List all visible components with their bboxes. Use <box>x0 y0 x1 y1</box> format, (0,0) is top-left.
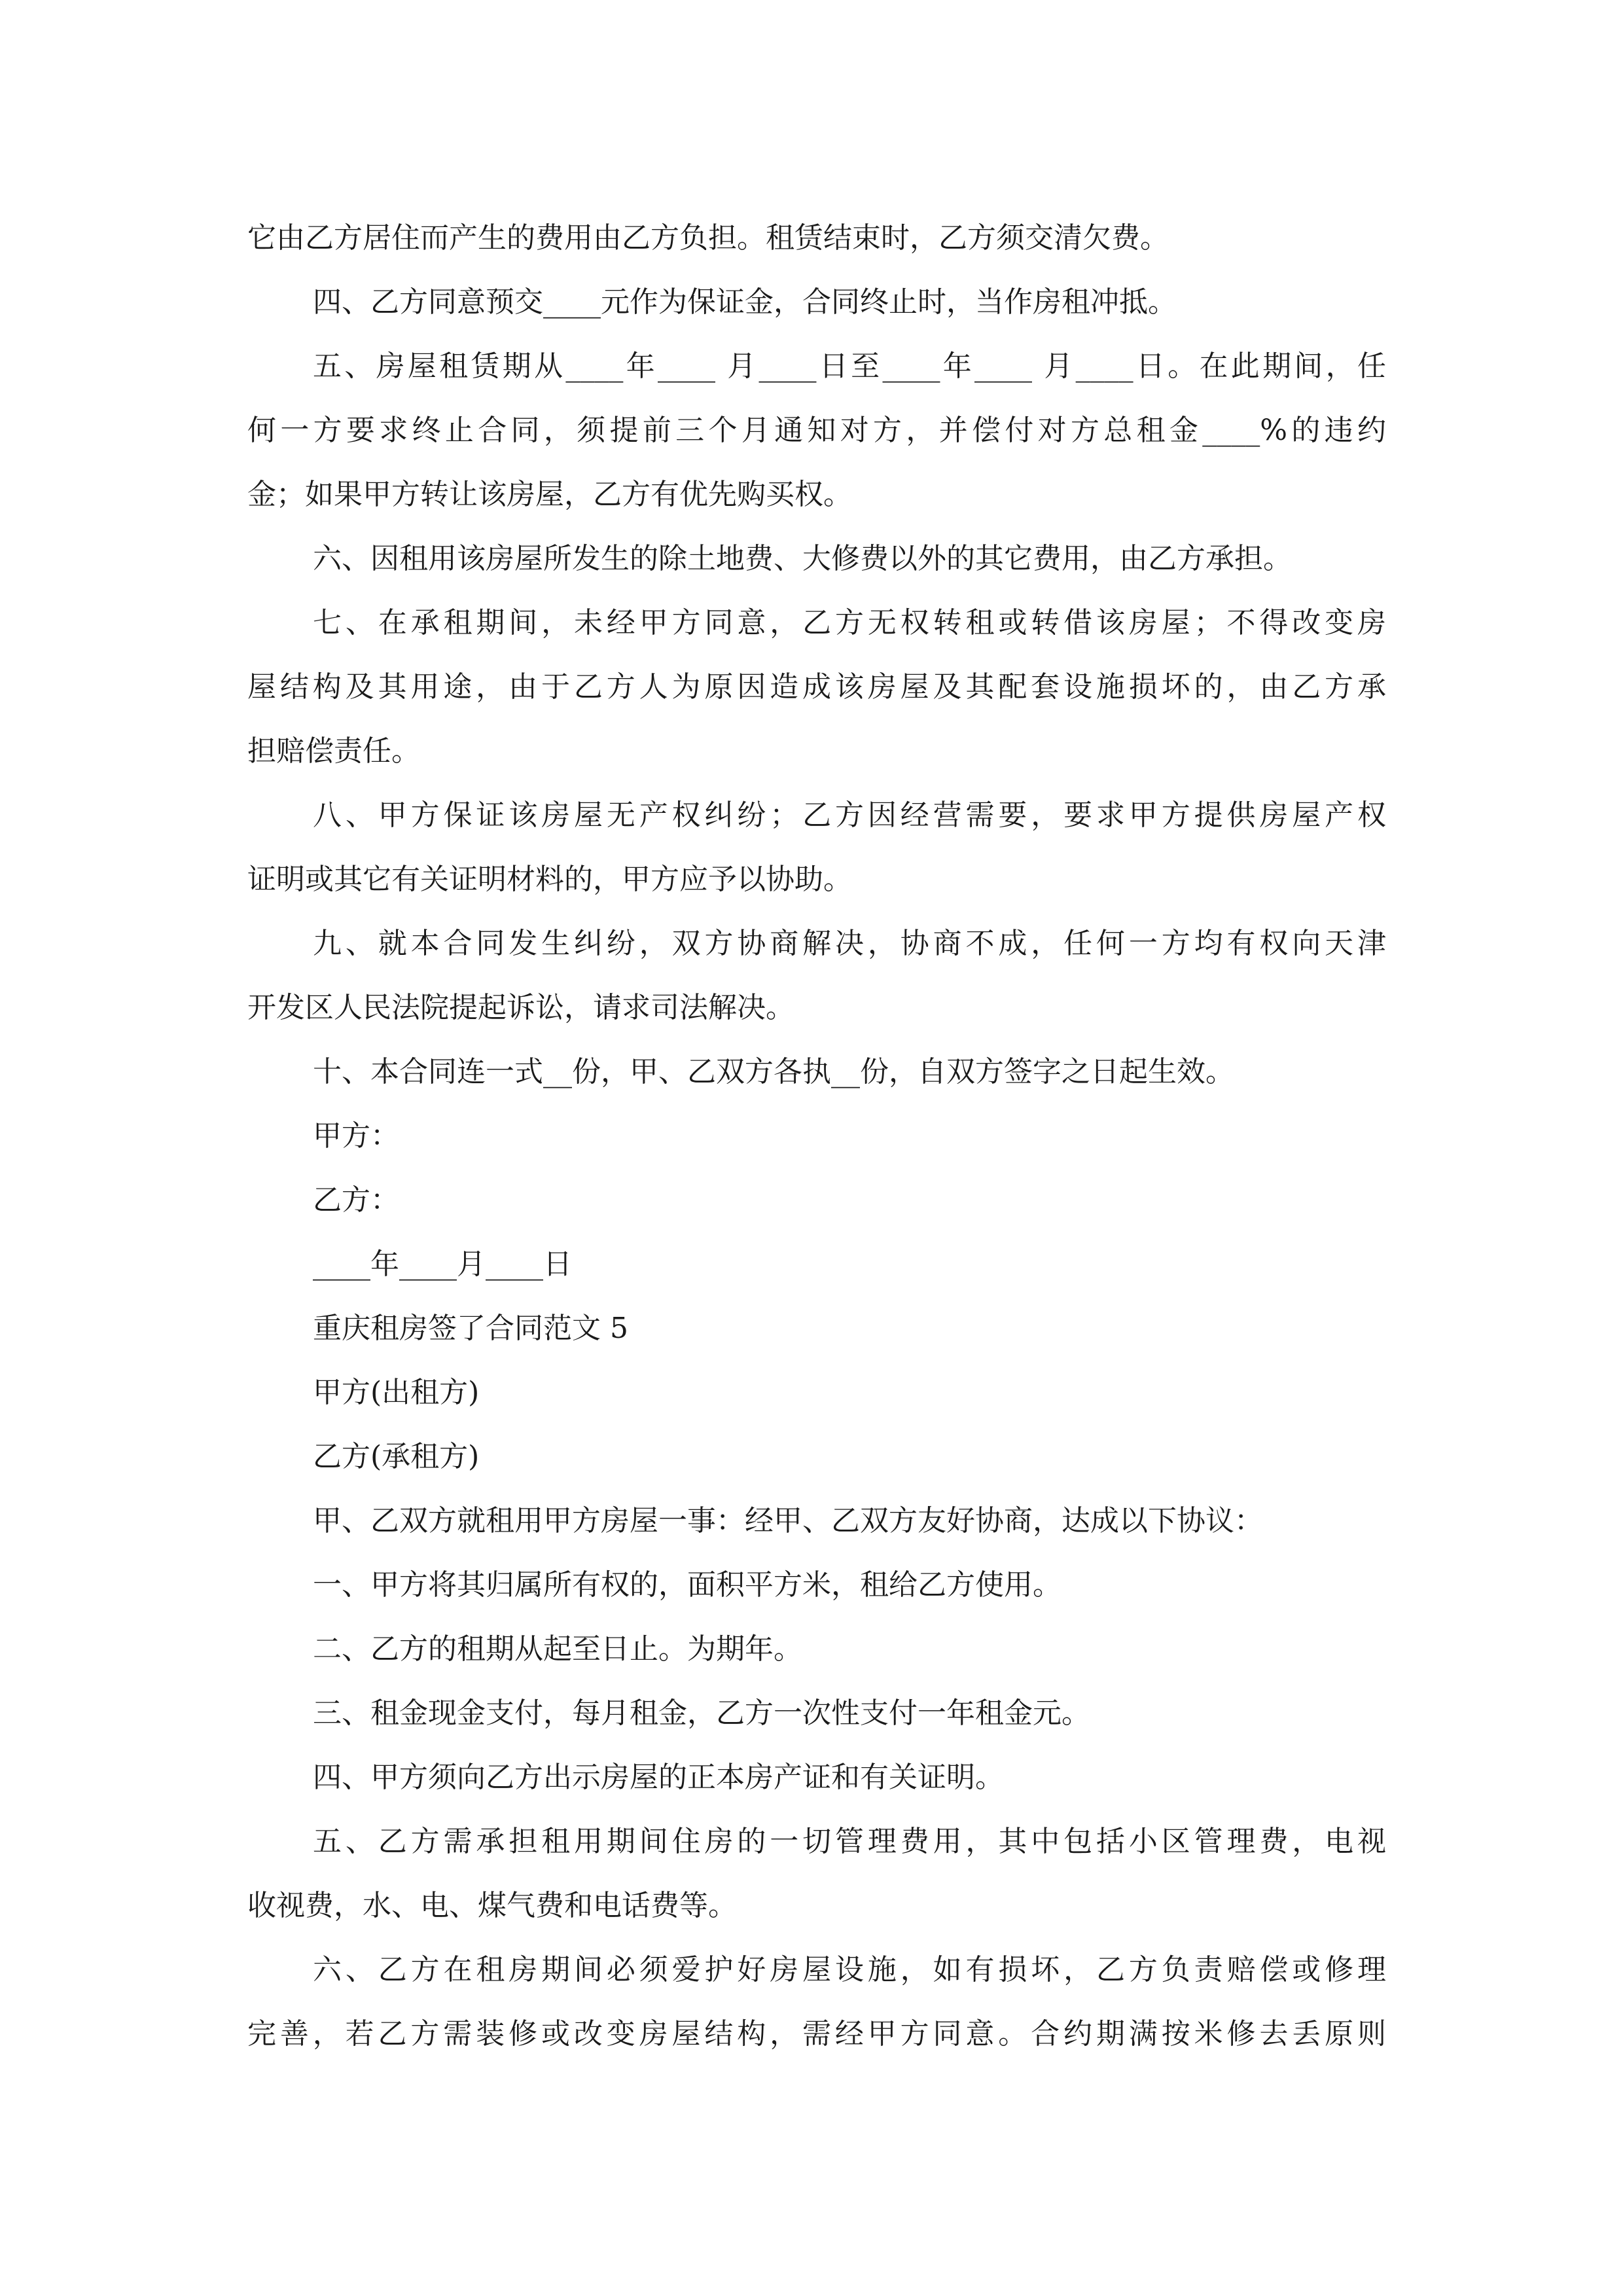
text-line: 屋结构及其用途，由于乙方人为原因造成该房屋及其配套设施损坏的，由乙方承 <box>247 670 1386 704</box>
text-line: 它由乙方居住而产生的费用由乙方负担。租赁结束时，乙方须交清欠费。 <box>247 221 1169 255</box>
text-line: 证明或其它有关证明材料的，甲方应予以协助。 <box>247 863 852 896</box>
clause-1-property: 一、甲方将其归属所有权的，面积平方米，租给乙方使用。 <box>313 1568 1061 1602</box>
document-body <box>247 206 1386 2066</box>
clause-6-maintenance: 六、乙方在租房期间必须爱护好房屋设施，如有损坏，乙方负责赔偿或修理 <box>313 1953 1386 1986</box>
clause-4-deposit: 四、乙方同意预交____元作为保证金，合同终止时，当作房租冲抵。 <box>313 285 1177 319</box>
clause-8-title: 八、甲方保证该房屋无产权纠纷；乙方因经营需要，要求甲方提供房屋产权 <box>313 798 1386 832</box>
clause-9-disputes: 九、就本合同发生纠纷，双方协商解决，协商不成，任何一方均有权向天津 <box>313 927 1386 960</box>
agreement-preamble: 甲、乙双方就租用甲方房屋一事：经甲、乙双方友好协商，达成以下协议： <box>313 1504 1263 1537</box>
clause-2-term: 二、乙方的租期从起至日止。为期年。 <box>313 1632 802 1666</box>
party-b-label: 乙方(承租方) <box>313 1440 480 1473</box>
text-line: 担赔偿责任。 <box>247 734 420 768</box>
clause-5-fees: 五、乙方需承担租用期间住房的一切管理费用，其中包括小区管理费，电视 <box>313 1825 1386 1858</box>
text-line: 开发区人民法院提起诉讼，请求司法解决。 <box>247 991 794 1024</box>
signature-date: ____年____月____日 <box>313 1247 572 1281</box>
clause-4-certificate: 四、甲方须向乙方出示房屋的正本房产证和有关证明。 <box>313 1761 1004 1794</box>
text-line: 完善，若乙方需装修或改变房屋结构，需经甲方同意。合约期满按米修去丢原则 <box>247 2017 1386 2051</box>
section-title: 重庆租房签了合同范文 5 <box>313 1312 628 1345</box>
clause-5-lease-period: 五、房屋租赁期从____年____ 月____日至____年____ 月____日。在此期间，任 <box>313 350 1386 383</box>
text-line: 收视费，水、电、煤气费和电话费等。 <box>247 1889 737 1922</box>
clause-6-expenses: 六、因租用该房屋所发生的除土地费、大修费以外的其它费用，由乙方承担。 <box>313 542 1292 575</box>
clause-7-sublease: 七、在承租期间，未经甲方同意，乙方无权转租或转借该房屋；不得改变房 <box>313 606 1386 639</box>
clause-10-copies: 十、本合同连一式__份，甲、乙双方各执__份，自双方签字之日起生效。 <box>313 1055 1234 1088</box>
party-b-signature: 乙方： <box>313 1183 399 1217</box>
text-line: 金；如果甲方转让该房屋，乙方有优先购买权。 <box>247 478 852 511</box>
party-a-signature: 甲方： <box>313 1119 399 1153</box>
text-line: 何一方要求终止合同，须提前三个月通知对方，并偿付对方总租金____%的违约 <box>247 414 1386 447</box>
clause-3-rent: 三、租金现金支付，每月租金，乙方一次性支付一年租金元。 <box>313 1696 1090 1730</box>
party-a-label: 甲方(出租方) <box>313 1376 480 1409</box>
